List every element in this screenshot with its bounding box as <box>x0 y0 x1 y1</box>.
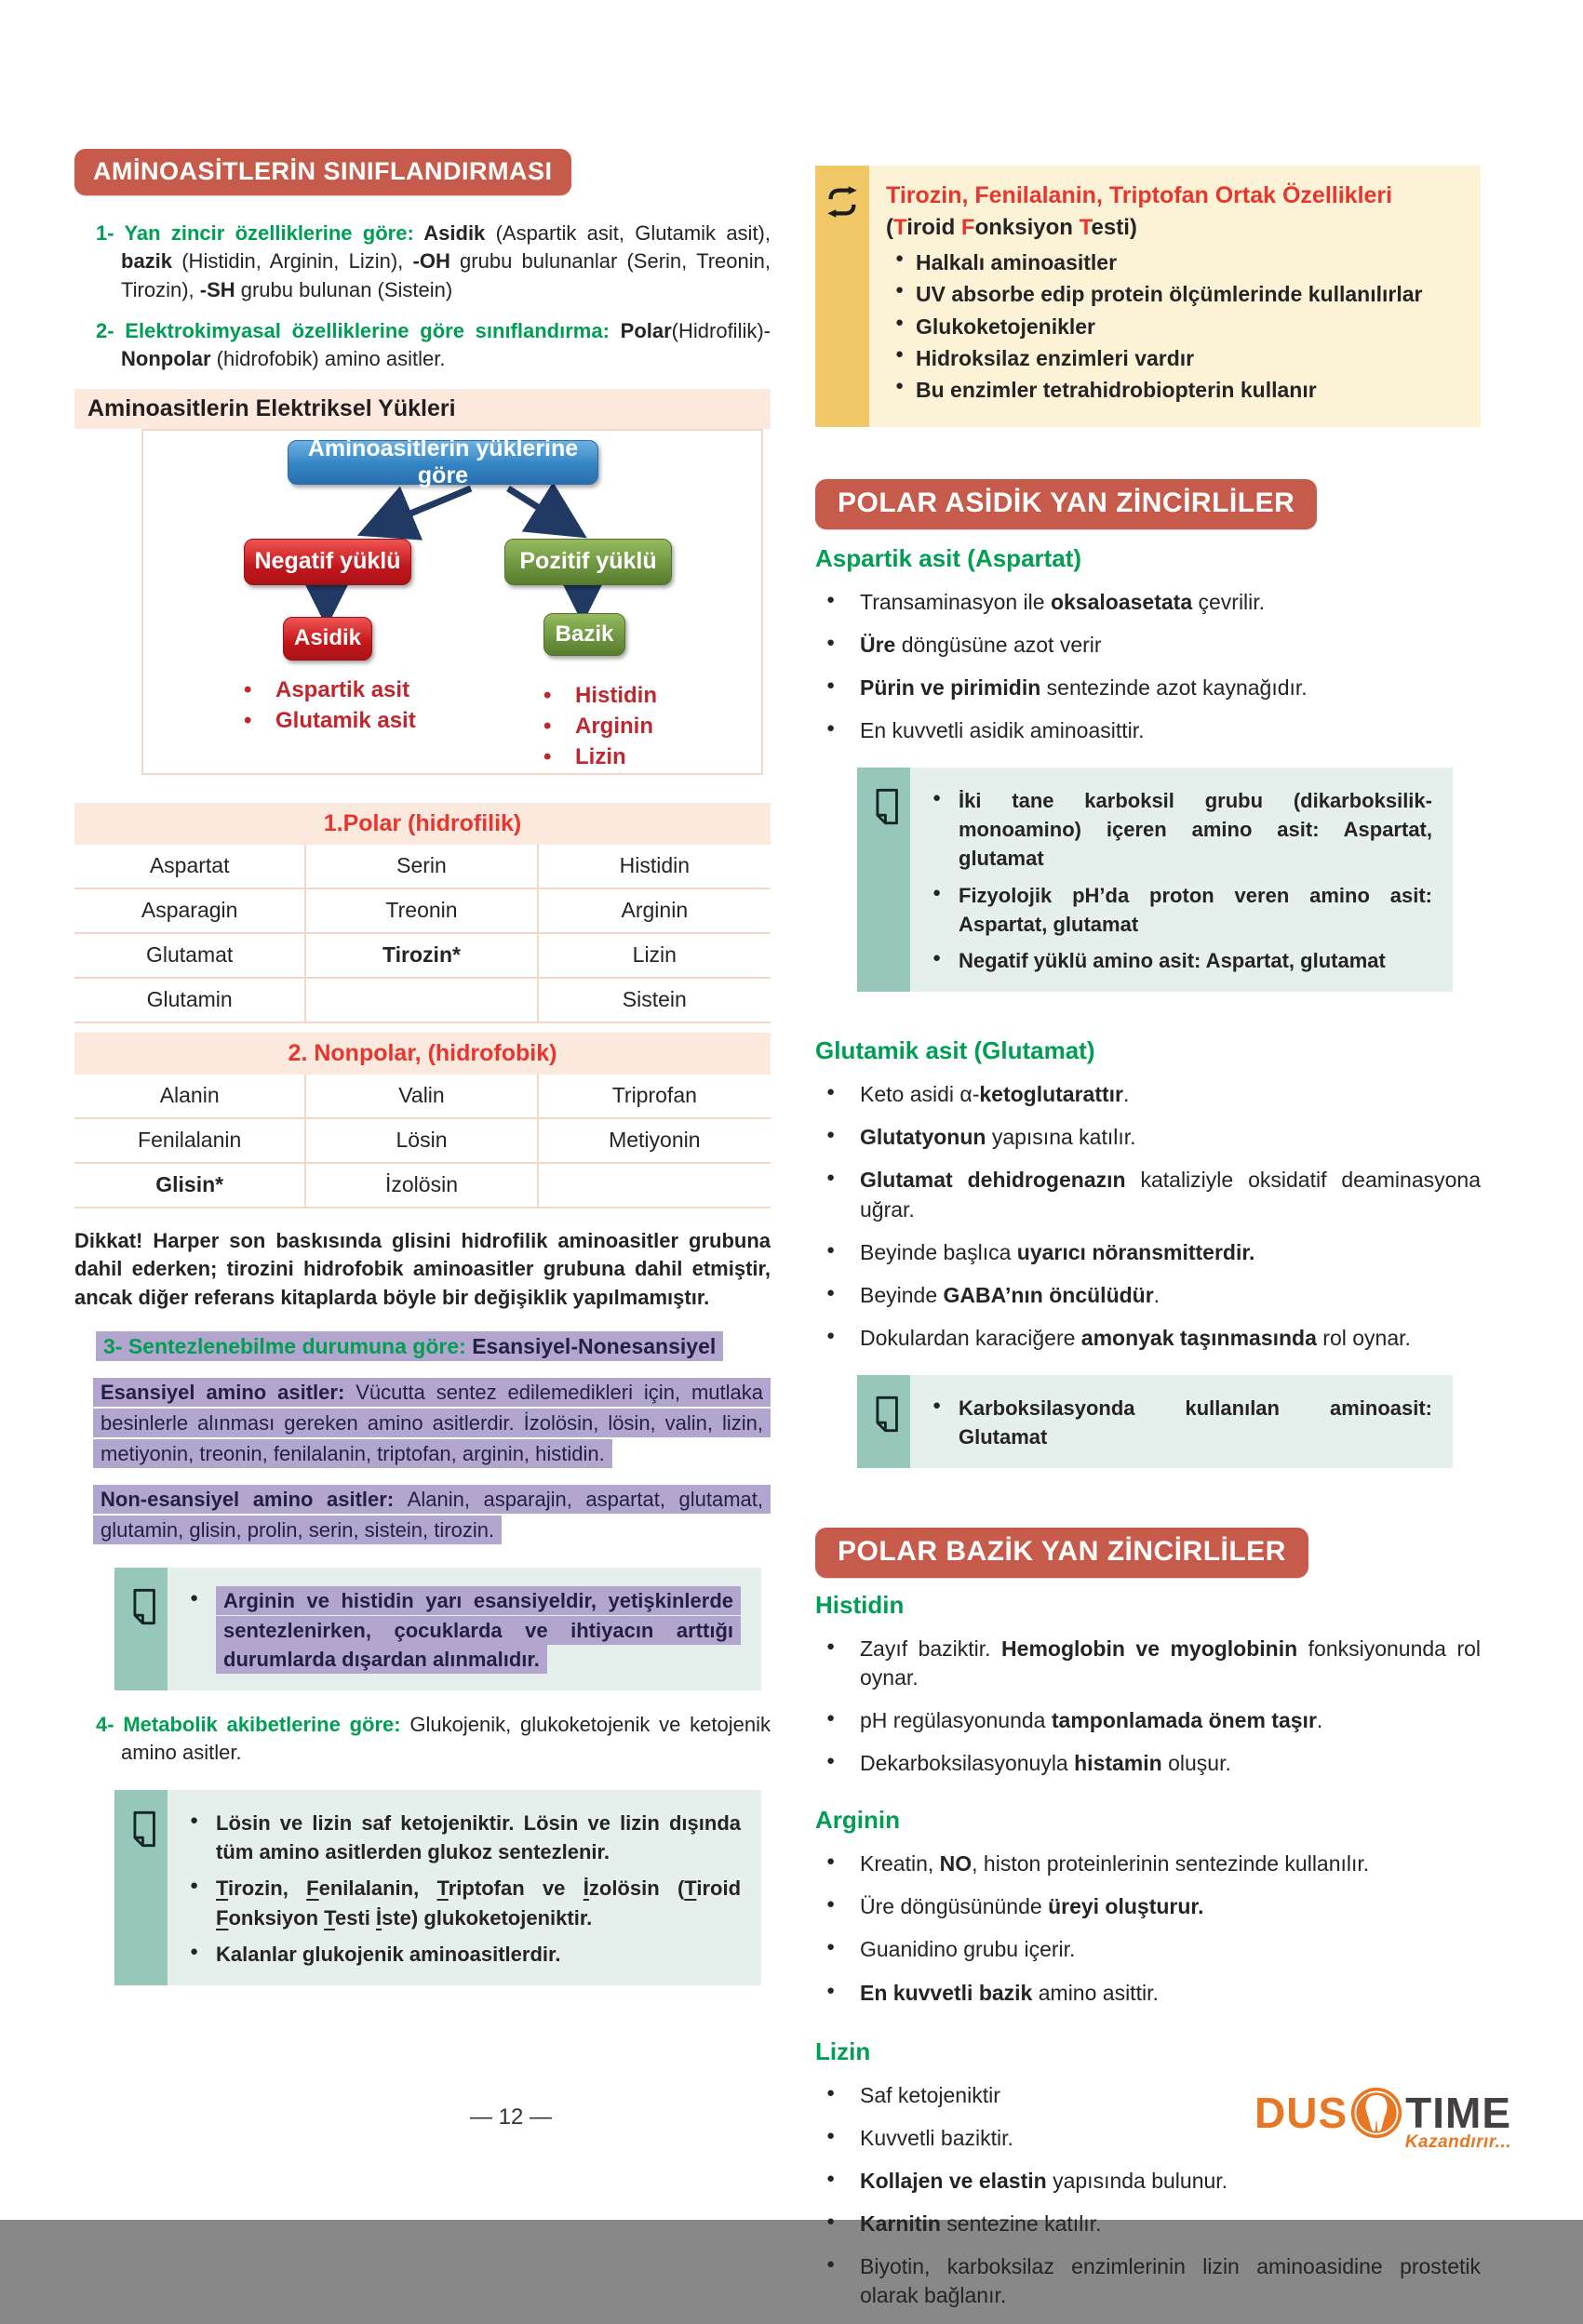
note-semi-essential <box>114 1568 761 1690</box>
bullet-item: ● Dokulardan karaciğere amonyak taşınmasında rol oynar. <box>815 1324 1481 1353</box>
note-bullet: ● Lösin ve lizin saf ketojeniktir. Lösin ve lizin dışında tüm amino asitlerden glukoz sentezlenir. <box>182 1809 741 1866</box>
logo-tagline: Kazandırır... <box>1404 2132 1512 2152</box>
note-bullet: ● Arginin ve histidin yarı esansiyeldir, yetişkinlerde sentezlenirken, çocuklarda ve ihtiyacın arttığı durumlarda dışardan alınmalıdır. <box>182 1586 741 1674</box>
heading-aspartic: Aspartik asit (Aspartat) <box>815 543 1082 572</box>
bullet-item: ● Üre döngüsüne azot verir <box>815 631 1481 660</box>
table-cell: Valin <box>306 1075 538 1119</box>
bullet-item: ● Transaminasyon ile oksaloasetata çevrilir. <box>815 588 1481 617</box>
list-item: • Lizin <box>534 741 657 772</box>
bullet-item: ● Dekarboksilasyonuyla histamin oluşur. <box>815 1749 1481 1778</box>
bullet-item: ● Beyinde başlıca uyarıcı nöransmitterdir. <box>815 1238 1481 1267</box>
flow-node-acidic: Asidik <box>283 617 372 661</box>
note-page-icon <box>126 1810 157 1848</box>
table-cell: Lizin <box>539 934 771 979</box>
page-title: AMİNOASİTLERİN SINIFLANDIRMASI <box>74 149 571 195</box>
bullet-item: ● Glutatyonun yapısına katılır. <box>815 1123 1481 1152</box>
repeat-icon <box>823 184 862 220</box>
list-item: • Arginin <box>534 711 657 741</box>
acidic-amino-list <box>235 674 416 736</box>
feature-bullet: ● Bu enzimler tetrahidrobiopterin kullanır <box>895 376 1462 404</box>
table-cell: İzolösin <box>306 1164 538 1209</box>
logo-dus-text: DUS <box>1254 2089 1348 2137</box>
table-cell: Histidin <box>539 845 771 889</box>
electric-charges-title: Aminoasitlerin Elektriksel Yükleri <box>74 389 771 429</box>
feature-bullet: ● UV absorbe edip protein ölçümlerinde kullanılırlar <box>895 280 1462 308</box>
note-ketogenic <box>114 1790 761 1985</box>
table-cell: Serin <box>306 845 538 889</box>
item-metabolic: 4- Metabolik akibetlerine göre: Glukojenik, glukoketojenik ve ketojenik amino asitler. <box>96 1713 771 1765</box>
table-cell: Glutamat <box>74 934 306 979</box>
table-cell: Metiyonin <box>539 1119 771 1164</box>
item-synthesis: 3- Sentezlenebilme durumuna göre: Esansiyel-Nonesansiyel <box>96 1330 771 1363</box>
nonpolar-table <box>74 1033 771 1209</box>
list-item: • Glutamik asit <box>235 705 416 736</box>
table-cell: Asparagin <box>74 889 306 934</box>
note-bullet: ● Kalanlar glukojenik aminoasitlerdir. <box>182 1940 741 1969</box>
heading-lysine: Lizin <box>815 2037 871 2065</box>
heading-histidine: Histidin <box>815 1591 905 1620</box>
bullet-item: ● Üre döngüsününde üreyi oluşturur. <box>815 1892 1481 1921</box>
table-cell: Triprofan <box>539 1075 771 1119</box>
bullet-item: ● Zayıf baziktir. Hemoglobin ve myoglobinin fonksiyonunda rol oynar. <box>815 1635 1481 1692</box>
bullet-item: ● Kuvvetli baziktir. <box>815 2124 1481 2153</box>
note-bullet: ● Karboksilasyonda kullanılan aminoasit: Glutamat <box>925 1394 1432 1451</box>
bullet-item: ● En kuvvetli bazik amino asittir. <box>815 1979 1481 2008</box>
table-cell: Fenilalanin <box>74 1119 306 1164</box>
flow-node-basic: Bazik <box>543 613 625 656</box>
heading-arginine: Arginin <box>815 1806 900 1835</box>
nonessential-paragraph: Non-esansiyel amino asitler: Alanin, asparajin, aspartat, glutamat, glutamin, glisin, prolin, serin, sistein, tirozin. <box>93 1484 771 1545</box>
note-carboxylation <box>857 1375 1453 1468</box>
list-item: • Aspartik asit <box>235 674 416 705</box>
note-dicarboxylic <box>857 768 1453 992</box>
table-cell: Sistein <box>539 979 771 1023</box>
bullet-item: ● Beyinde GABA’nın öncülüdür. <box>815 1281 1481 1310</box>
flow-node-positive: Pozitif yüklü <box>504 539 672 585</box>
bullet-item: ● Guanidino grubu içerir. <box>815 1935 1481 1964</box>
note-bullet: ● Tirozin, Fenilalanin, Triptofan ve İzolösin (Tiroid Fonksiyon Testi İste) glukoketojeniktir. <box>182 1874 741 1931</box>
heading-glutamic: Glutamik asit (Glutamat) <box>815 1036 1095 1065</box>
table-cell: Lösin <box>306 1119 538 1164</box>
bullet-item: ● Glutamat dehidrogenazın kataliziyle oksidatif deaminasyona uğrar. <box>815 1166 1481 1223</box>
basic-amino-list <box>534 680 657 772</box>
feature-bullet: ● Halkalı aminoasitler <box>895 248 1462 276</box>
bullet-item: ● Biyotin, karboksilaz enzimlerinin lizin aminoasidine prostetik olarak bağlanır. <box>815 2252 1481 2310</box>
note-bullet: ● Fizyolojik pH’da proton veren amino asit: Aspartat, glutamat <box>925 881 1432 939</box>
flow-node-root: Aminoasitlerin yüklerine göre <box>288 440 598 485</box>
table-cell: Glisin* <box>74 1164 306 1209</box>
table-cell: Aspartat <box>74 845 306 889</box>
item-electrochemical: 2- Elektrokimyasal özelliklerine göre sınıflandırma: Polar(Hidrofilik)-Nonpolar (hidrofobik) amino asitler. <box>96 319 771 371</box>
item-side-chain: 1- Yan zincir özelliklerine göre: Asidik (Aspartik asit, Glutamik asit), bazik (Histidin, Arginin, Lizin), -OH grubu bulunanlar (Serin, Treonin, Tirozin), -SH grubu bulunan (Sistein) <box>96 221 771 301</box>
bullet-item: ● Saf ketojeniktir <box>815 2081 1481 2110</box>
table-cell: Glutamin <box>74 979 306 1023</box>
table-cell: Alanin <box>74 1075 306 1119</box>
bullet-item: ● Kreatin, NO, histon proteinlerinin sentezinde kullanılır. <box>815 1850 1481 1878</box>
polar-table-header: 1.Polar (hidrofilik) <box>74 803 771 845</box>
bullet-item: ● Pürin ve pirimidin sentezinde azot kaynağıdır. <box>815 674 1481 702</box>
note-bullet: ● İki tane karboksil grubu (dikarboksilik-monoamino) içeren amino asit: Aspartat, glutamat <box>925 786 1432 874</box>
feature-bullet: ● Glukoketojenikler <box>895 313 1462 341</box>
bullet-item: ● pH regülasyonunda tamponlamada önem taşır. <box>815 1706 1481 1735</box>
right-column <box>815 166 1481 2324</box>
table-cell: Treonin <box>306 889 538 934</box>
thyroid-function-subtitle: (Tiroid Fonksiyon Testi) <box>886 215 1137 240</box>
list-item: • Histidin <box>534 680 657 711</box>
table-cell <box>539 1164 771 1209</box>
table-cell: Arginin <box>539 889 771 934</box>
bullet-item: ● Karnitin sentezine katılır. <box>815 2210 1481 2238</box>
tooth-icon <box>1349 2086 1403 2140</box>
essential-paragraph: Esansiyel amino asitler: Vücutta sentez edilemedikleri için, mutlaka besinlerle alınması gereken amino asitlerdir. İzolösin, lösin, valin, lizin, metiyonin, treonin, fenilalanin, triptofan, arginin, histidin. <box>93 1377 771 1469</box>
note-bullet: ● Negatif yüklü amino asit: Aspartat, glutamat <box>925 946 1432 975</box>
table-cell: Tirozin* <box>306 934 538 979</box>
note-page-icon <box>868 1396 900 1433</box>
note-page-icon <box>868 788 900 825</box>
page-number: — 12 — <box>470 2104 553 2130</box>
note-page-icon <box>126 1588 157 1625</box>
charge-flowchart <box>141 429 763 775</box>
nonpolar-table-header: 2. Nonpolar, (hidrofobik) <box>74 1033 771 1075</box>
bullet-item: ● Kollajen ve elastin yapısında bulunur. <box>815 2167 1481 2196</box>
logo-time-text: TIME Kazandırır... <box>1404 2089 1512 2152</box>
bullet-item: ● Keto asidi α-ketoglutarattır. <box>815 1080 1481 1109</box>
section-title-polar-acidic: POLAR ASİDİK YAN ZİNCİRLİLER <box>815 479 1317 529</box>
common-features-title: Tirozin, Fenilalanin, Triptofan Ortak Özellikleri <box>886 182 1393 208</box>
dustime-logo <box>1254 2086 1512 2152</box>
bullet-item: ● En kuvvetli asidik aminoasittir. <box>815 716 1481 745</box>
dikkat-warning-paragraph: Dikkat! Harper son baskısında glisini hidrofilik aminoasitler grubuna dahil ederken; tirozini hidrofobik aminoasitler grubuna dahil etmiştir, ancak diğer referans kitaplarda böyle bir değişiklik yapılmamıştır. <box>74 1228 771 1309</box>
table-cell <box>306 979 538 1023</box>
common-features-box <box>815 166 1481 427</box>
flow-node-negative: Negatif yüklü <box>244 539 411 585</box>
feature-bullet: ● Hidroksilaz enzimleri vardır <box>895 344 1462 372</box>
left-column <box>74 149 771 1985</box>
section-title-polar-basic: POLAR BAZİK YAN ZİNCİRLİLER <box>815 1528 1308 1578</box>
polar-table <box>74 803 771 1023</box>
